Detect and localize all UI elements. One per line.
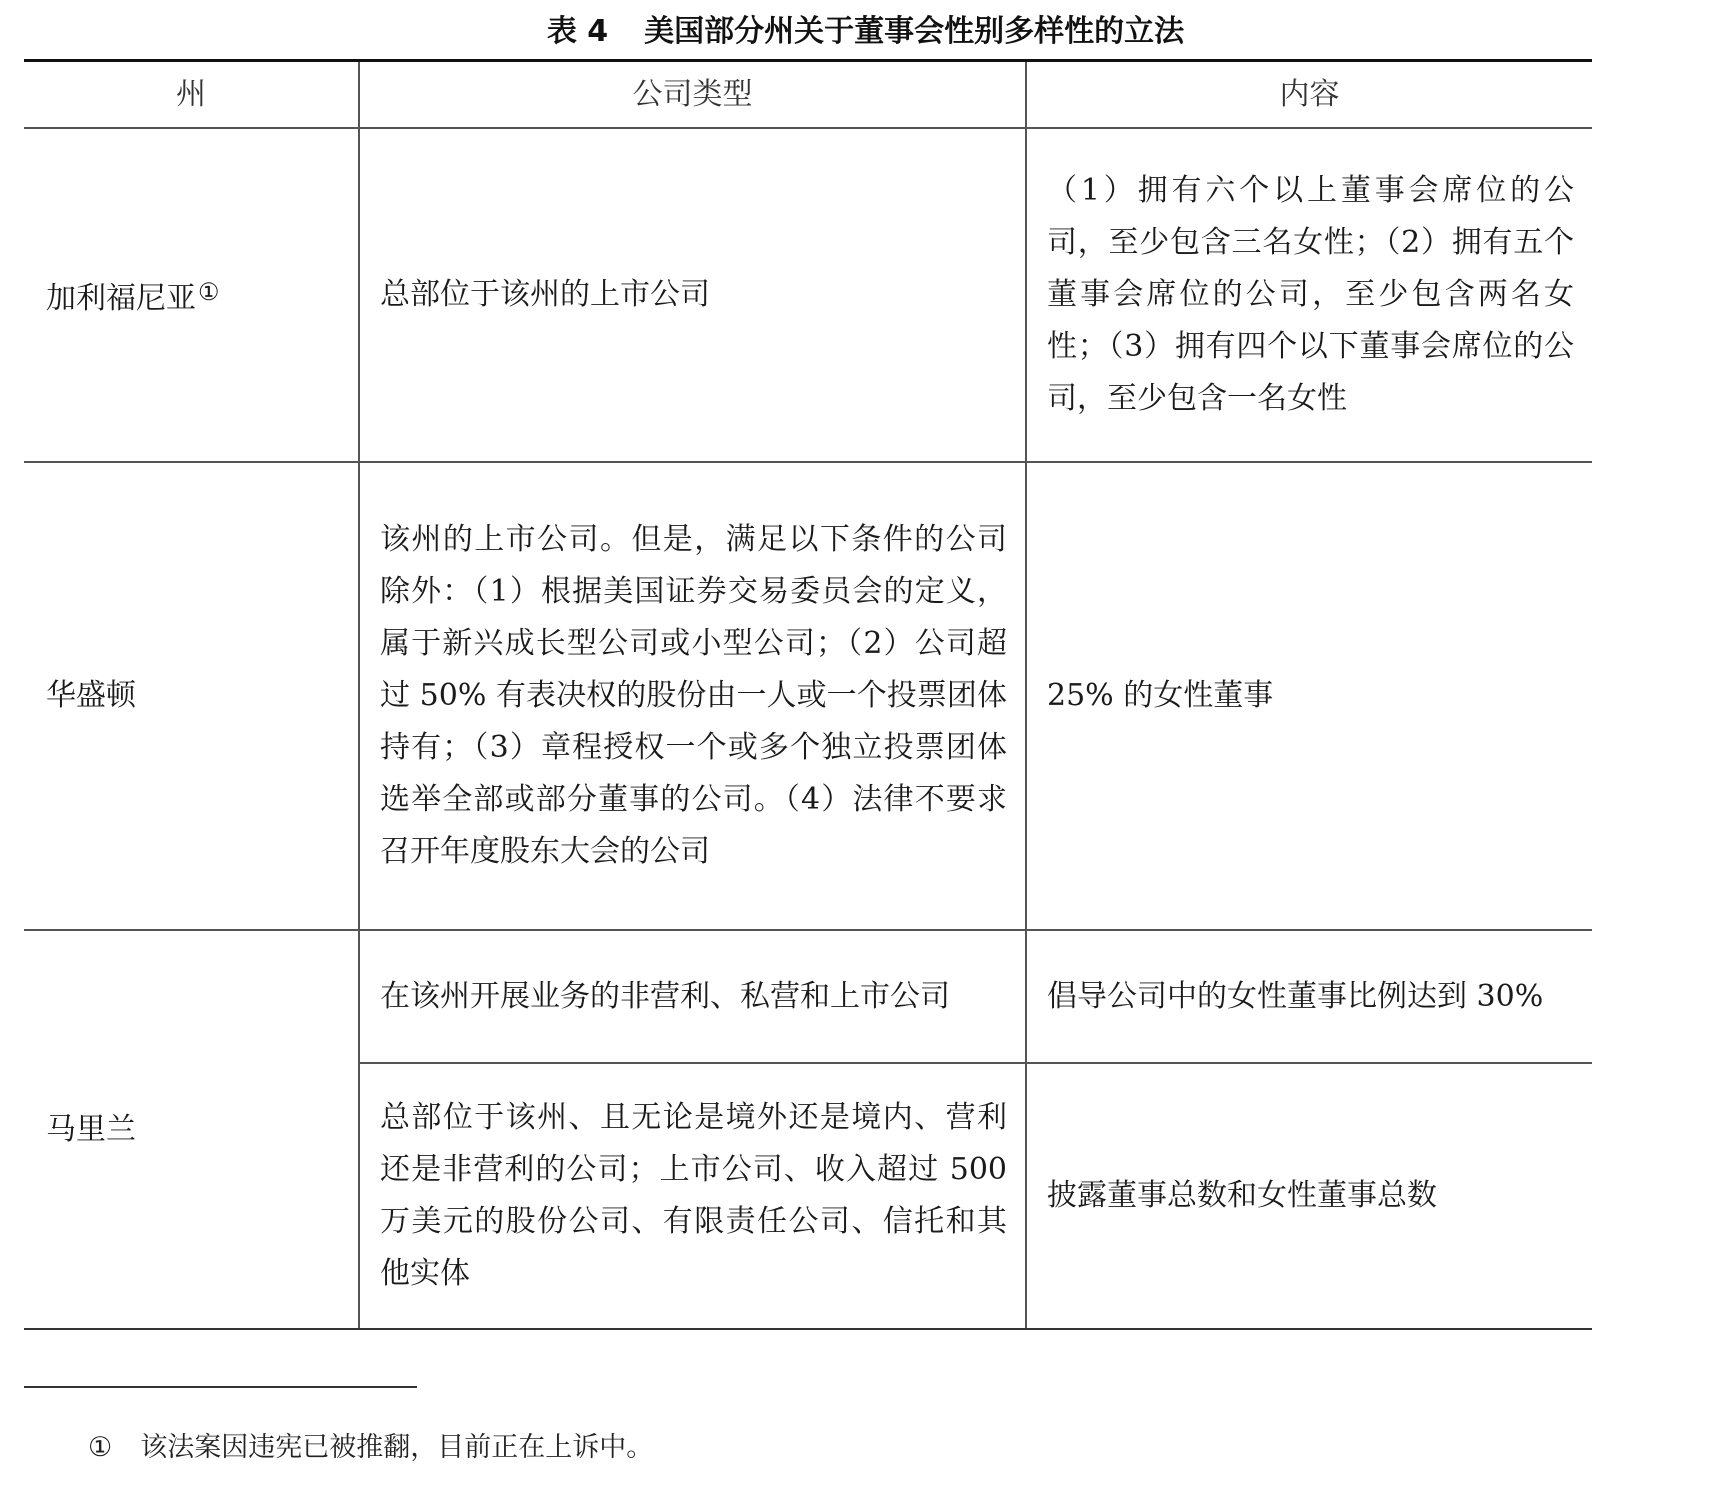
company-type-cell: 总部位于该州、且无论是境外还是境内、营利还是非营利的公司；上市公司、收入超过 500 万美元的股份公司、有限责任公司、信托和其他实体 bbox=[359, 1063, 1026, 1329]
company-type-cell: 总部位于该州的上市公司 bbox=[359, 128, 1026, 462]
table-number: 表 4 bbox=[546, 14, 609, 49]
company-type-cell: 在该州开展业务的非营利、私营和上市公司 bbox=[359, 930, 1026, 1063]
content-cell: （1）拥有六个以上董事会席位的公司，至少包含三名女性；（2）拥有五个董事会席位的公司，至少包含两名女性；（3）拥有四个以下董事会席位的公司，至少包含一名女性 bbox=[1026, 128, 1592, 462]
table-row bbox=[24, 128, 1592, 462]
header-state: 州 bbox=[24, 62, 359, 128]
table-header-row bbox=[24, 62, 1592, 128]
state-name: 华盛顿 bbox=[46, 678, 136, 713]
state-name: 加利福尼亚 bbox=[46, 280, 196, 316]
table-row bbox=[24, 462, 1592, 930]
footnote-text: 该法案因违宪已被推翻，目前正在上诉中。 bbox=[140, 1432, 654, 1463]
table-row bbox=[24, 930, 1592, 1063]
footnote bbox=[88, 1428, 653, 1468]
footnote-mark: ① bbox=[88, 1432, 113, 1463]
company-type-cell: 该州的上市公司。但是，满足以下条件的公司除外：（1）根据美国证券交易委员会的定义，属于新兴成长型公司或小型公司；（2）公司超过 50% 有表决权的股份由一人或一个投票团体持有；（3）章程授权一个或多个独立投票团体选举全部或部分董事的公司。（4）法律不要求召开年度股东大会的公司 bbox=[359, 462, 1026, 930]
state-cell bbox=[24, 128, 359, 462]
table-caption bbox=[0, 0, 1731, 56]
content-cell: 25% 的女性董事 bbox=[1026, 462, 1592, 930]
footnote-separator bbox=[24, 1386, 417, 1388]
footnote-reference: ① bbox=[198, 277, 220, 306]
table-title: 美国部分州关于董事会性别多样性的立法 bbox=[644, 14, 1185, 49]
content-cell: 倡导公司中的女性董事比例达到 30% bbox=[1026, 930, 1592, 1063]
content-cell: 披露董事总数和女性董事总数 bbox=[1026, 1063, 1592, 1329]
state-name: 马里兰 bbox=[46, 1111, 136, 1147]
state-cell bbox=[24, 930, 359, 1329]
state-cell bbox=[24, 462, 359, 930]
legislation-table bbox=[24, 62, 1592, 1330]
header-company-type: 公司类型 bbox=[359, 62, 1026, 128]
header-content: 内容 bbox=[1026, 62, 1592, 128]
